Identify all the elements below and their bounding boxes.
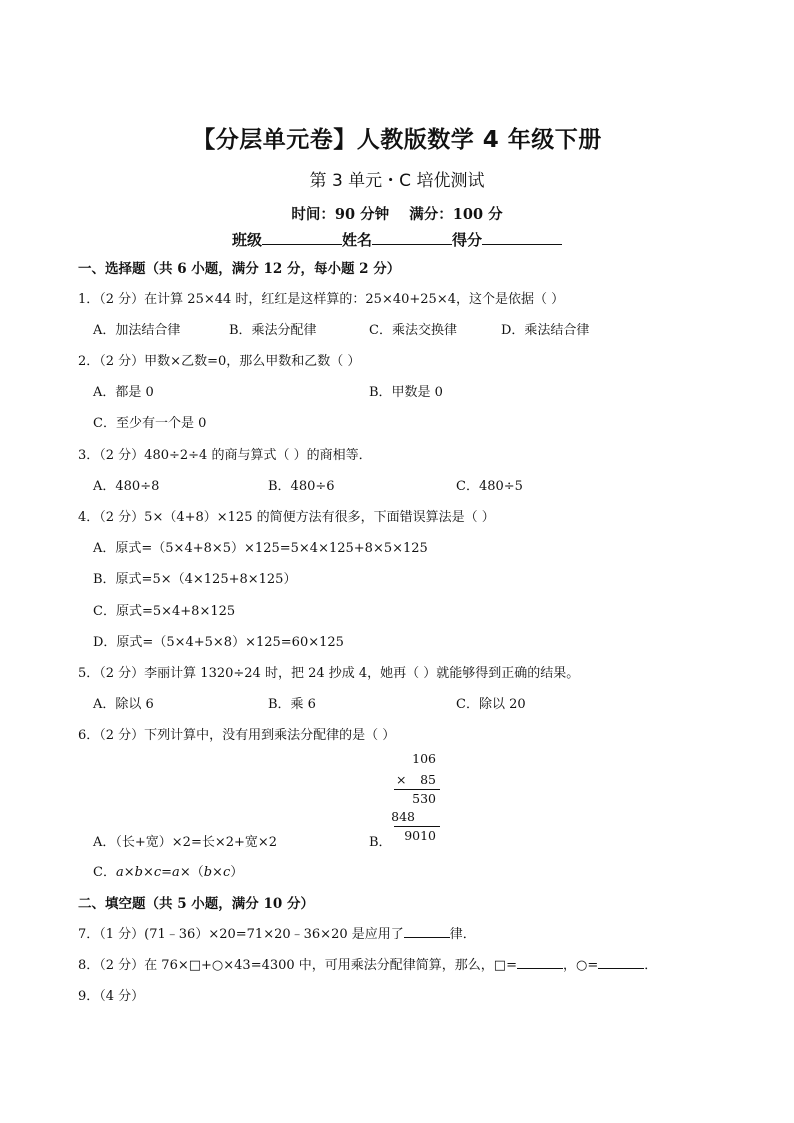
q3-option-b[interactable]: B．480÷6 [268,479,335,494]
section-choice-heading: 一、选择题（共 6 小题，满分 12 分，每小题 2 分） [78,261,401,277]
var-a: a [115,865,124,880]
var-a: a [172,865,180,880]
score-field[interactable] [482,244,562,245]
calc-rule-1 [394,789,440,790]
calc-partial-1: 530 [412,791,436,806]
q6-option-b[interactable]: B． [369,835,392,850]
times-sign: × [212,865,223,880]
q7-answer-blank[interactable] [404,936,450,938]
q1-option-b[interactable]: B．乘法分配律 [229,323,317,338]
q3-option-c[interactable]: C．480÷5 [456,479,523,494]
calc-multiplicand: 106 [412,751,436,766]
question-5-text: 5．（2 分）李丽计算 1320÷24 时，把 24 抄成 4，她再（ ）就能够得到正确的结果。 [78,666,580,681]
q2-option-c[interactable]: C．至少有一个是 0 [93,416,207,431]
exam-meta [0,203,794,224]
calc-multiplier: 85 [420,772,436,787]
score-field-label: 得分 [452,231,483,249]
q1-option-c[interactable]: C．乘法交换律 [369,323,457,338]
question-8 [78,954,657,973]
q1-option-a[interactable]: A．加法结合律 [93,323,181,338]
close-paren: ） [230,865,244,880]
q8-answer-blank-square[interactable] [517,967,563,969]
question-1-text: 1．（2 分）在计算 25×44 时，红红是这样算的：25×40+25×4，这个是依据（ ） [78,292,565,307]
var-b: b [134,865,143,880]
q4-option-b[interactable]: B．原式=5×（4×125+8×125） [93,572,297,587]
q4-option-a[interactable]: A．原式=（5×4+8×5）×125=5×4×125+8×5×125 [93,541,428,556]
calc-product: 9010 [404,828,436,843]
q5-option-a[interactable]: A．除以 6 [93,697,154,712]
q6-option-a[interactable]: A．（长+宽）×2=长×2+宽×2 [93,835,278,850]
class-label: 班级 [231,231,262,249]
class-field[interactable] [262,244,342,245]
q3-option-a[interactable]: A．480÷8 [93,479,160,494]
section-fill-heading: 二、填空题（共 5 小题，满分 10 分） [78,896,314,912]
q4-option-d[interactable]: D．原式=（5×4+5×8）×125=60×125 [93,635,344,650]
calc-partial-2: 848 [391,809,415,824]
q2-option-a[interactable]: A．都是 0 [93,385,154,400]
times-open-paren: ×（ [179,865,204,880]
question-6-text: 6．（2 分）下列计算中，没有用到乘法分配律的是（ ） [78,728,396,743]
question-8-text-end: ． [644,958,658,973]
var-c: c [153,865,162,880]
q2-option-b[interactable]: B．甲数是 0 [369,385,443,400]
times-sign: × [123,865,135,880]
q8-answer-blank-circle[interactable] [598,967,644,969]
name-field[interactable] [372,244,452,245]
question-7-text: 7．（1 分）(71﹣36）×20=71×20﹣36×20 是应用了 [78,927,404,942]
time-label: 时间：90 分钟 [291,206,390,223]
question-8-text-mid: ，○= [562,958,599,973]
question-7-text-end: 律． [449,927,476,942]
q6-option-c[interactable] [93,861,243,880]
var-b: b [203,865,213,880]
q1-option-d[interactable]: D．乘法结合律 [501,323,590,338]
page-title: 【分层单元卷】人教版数学 4 年级下册 [192,127,602,153]
equals-sign: = [161,865,173,880]
question-3-text: 3．（2 分）480÷2÷4 的商与算式（ ）的商相等． [78,448,372,463]
name-label: 姓名 [341,231,372,249]
student-info-row [0,229,794,250]
calc-times-sign: × [396,772,407,787]
question-8-text: 8．（2 分）在 76×□+○×43=4300 中，可用乘法分配律简算，那么，□= [78,958,517,973]
calc-rule-2 [394,826,440,827]
var-c: c [222,865,231,880]
question-9-text: 9．（4 分） [78,989,145,1004]
q5-option-c[interactable]: C．除以 20 [456,697,526,712]
times-sign: × [142,865,154,880]
score-total-label: 满分：100 分 [409,206,503,223]
q5-option-b[interactable]: B．乘 6 [268,697,316,712]
question-2-text: 2．（2 分）甲数×乙数=0，那么甲数和乙数（ ） [78,354,361,369]
q6-option-c-prefix: C． [93,865,116,880]
q4-option-c[interactable]: C．原式=5×4+8×125 [93,604,236,619]
question-7 [78,923,476,942]
question-4-text: 4．（2 分）5×（4+8）×125 的简便方法有很多，下面错误算法是（ ） [78,510,495,525]
page-subtitle: 第 3 单元・C 培优测试 [309,171,485,191]
